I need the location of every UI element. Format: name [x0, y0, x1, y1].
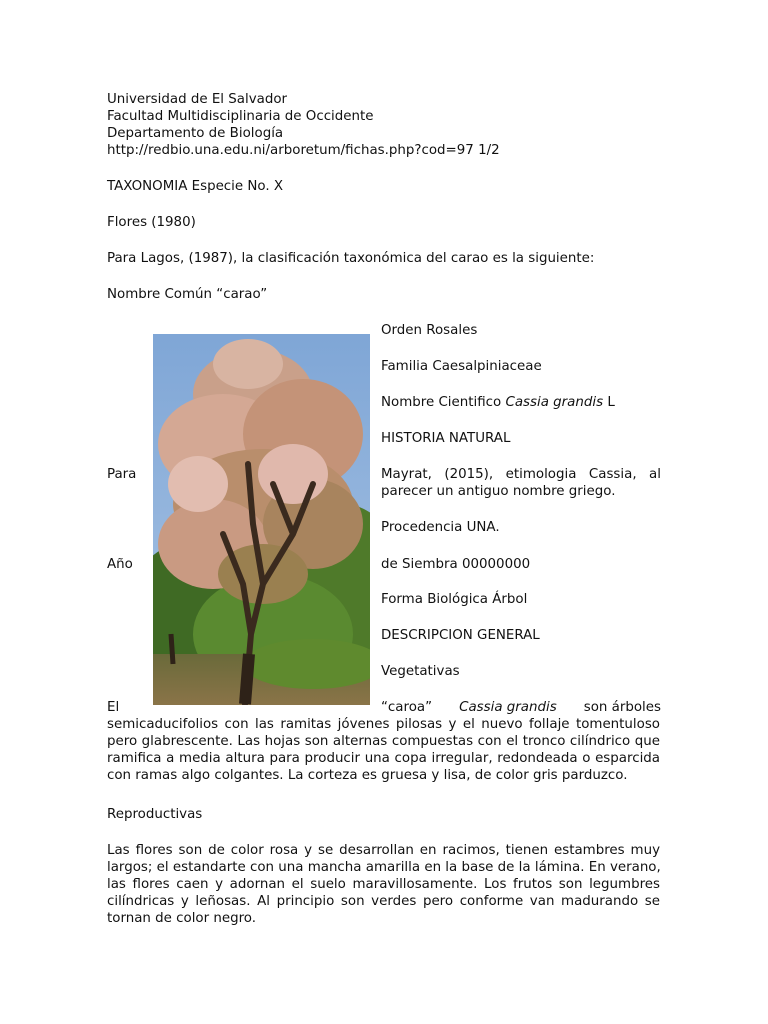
lagos-intro: Para Lagos, (1987), la clasificación taxonómica del carao es la siguiente: — [107, 251, 595, 266]
reproductive-row: las flores caen y adornan el suelo maravillosamente. Los frutos son legumbres — [107, 877, 660, 892]
historia-natural-heading: HISTORIA NATURAL — [381, 431, 511, 446]
reproductivas-heading: Reproductivas — [107, 807, 203, 822]
document-title: TAXONOMIA Especie No. X — [107, 179, 284, 194]
vegetativas-heading: Vegetativas — [381, 664, 460, 679]
el-left-word: El — [107, 700, 120, 715]
vegetative-italic: Cassia grandis — [459, 700, 557, 715]
descripcion-general-heading: DESCRIPCION GENERAL — [381, 628, 540, 643]
son-arboles: son árboles — [583, 700, 661, 715]
cientifico-label: Nombre Cientifico — [381, 395, 502, 410]
tree-illustration — [153, 334, 370, 705]
reproductive-paragraph — [107, 842, 660, 927]
siembra: de Siembra 00000000 — [381, 557, 531, 572]
university-name: Universidad de El Salvador — [107, 92, 288, 107]
ano-left-word: Año — [107, 557, 133, 572]
cientifico-italic: Cassia grandis — [505, 395, 604, 410]
vegetative-row: pero glabrescente. Las hojas son alternas compuestas con el tronco cilíndrico que — [107, 734, 660, 749]
vegetative-row: semicaducifolios con las ramitas jóvenes pilosas y el nuevo follaje tomentuloso — [107, 717, 660, 732]
reproductive-row: Las flores son de color rosa y se desarrollan en racimos, tienen estambres muy — [107, 843, 660, 858]
reproductive-row: largos; el estandarte con una mancha amarilla en la base de la lámina. En verano, — [107, 860, 661, 875]
forma-biologica: Forma Biológica Árbol — [381, 592, 528, 607]
vegetative-row: con ramas algo colgantes. La corteza es gruesa y lisa, de color gris parduzco. — [107, 768, 628, 783]
cientifico-suffix: L — [607, 395, 615, 410]
reproductive-row: tornan de color negro. — [107, 911, 257, 926]
flores-reference: Flores (1980) — [107, 215, 196, 230]
familia: Familia Caesalpiniaceae — [381, 359, 542, 374]
orden: Orden Rosales — [381, 323, 478, 338]
department-name: Departamento de Biología — [107, 126, 284, 141]
source-url: http://redbio.una.edu.ni/arboretum/fichas.php?cod=97 1/2 — [107, 143, 500, 158]
mayrat-line-2: parecer un antiguo nombre griego. — [381, 484, 616, 499]
carao-tree-photo — [153, 334, 370, 705]
common-name: Nombre Común “carao” — [107, 287, 268, 302]
vegetative-first-line — [381, 699, 661, 716]
mayrat-line-1: Mayrat, (2015), etimologia Cassia, al — [381, 467, 661, 482]
vegetative-paragraph — [107, 716, 660, 784]
caroa-quote: “caroa” — [381, 700, 433, 715]
procedencia: Procedencia UNA. — [381, 520, 500, 535]
faculty-name: Facultad Multidisciplinaria de Occidente — [107, 109, 374, 124]
reproductive-row: cilíndricas y leñosas. Al principio son verdes pero conforme van madurando se — [107, 894, 660, 909]
nombre-cientifico — [381, 394, 615, 411]
vegetative-row: ramifica a media altura para producir una copa irregular, redondeada o esparcida — [107, 751, 660, 766]
para-left-word: Para — [107, 467, 137, 482]
